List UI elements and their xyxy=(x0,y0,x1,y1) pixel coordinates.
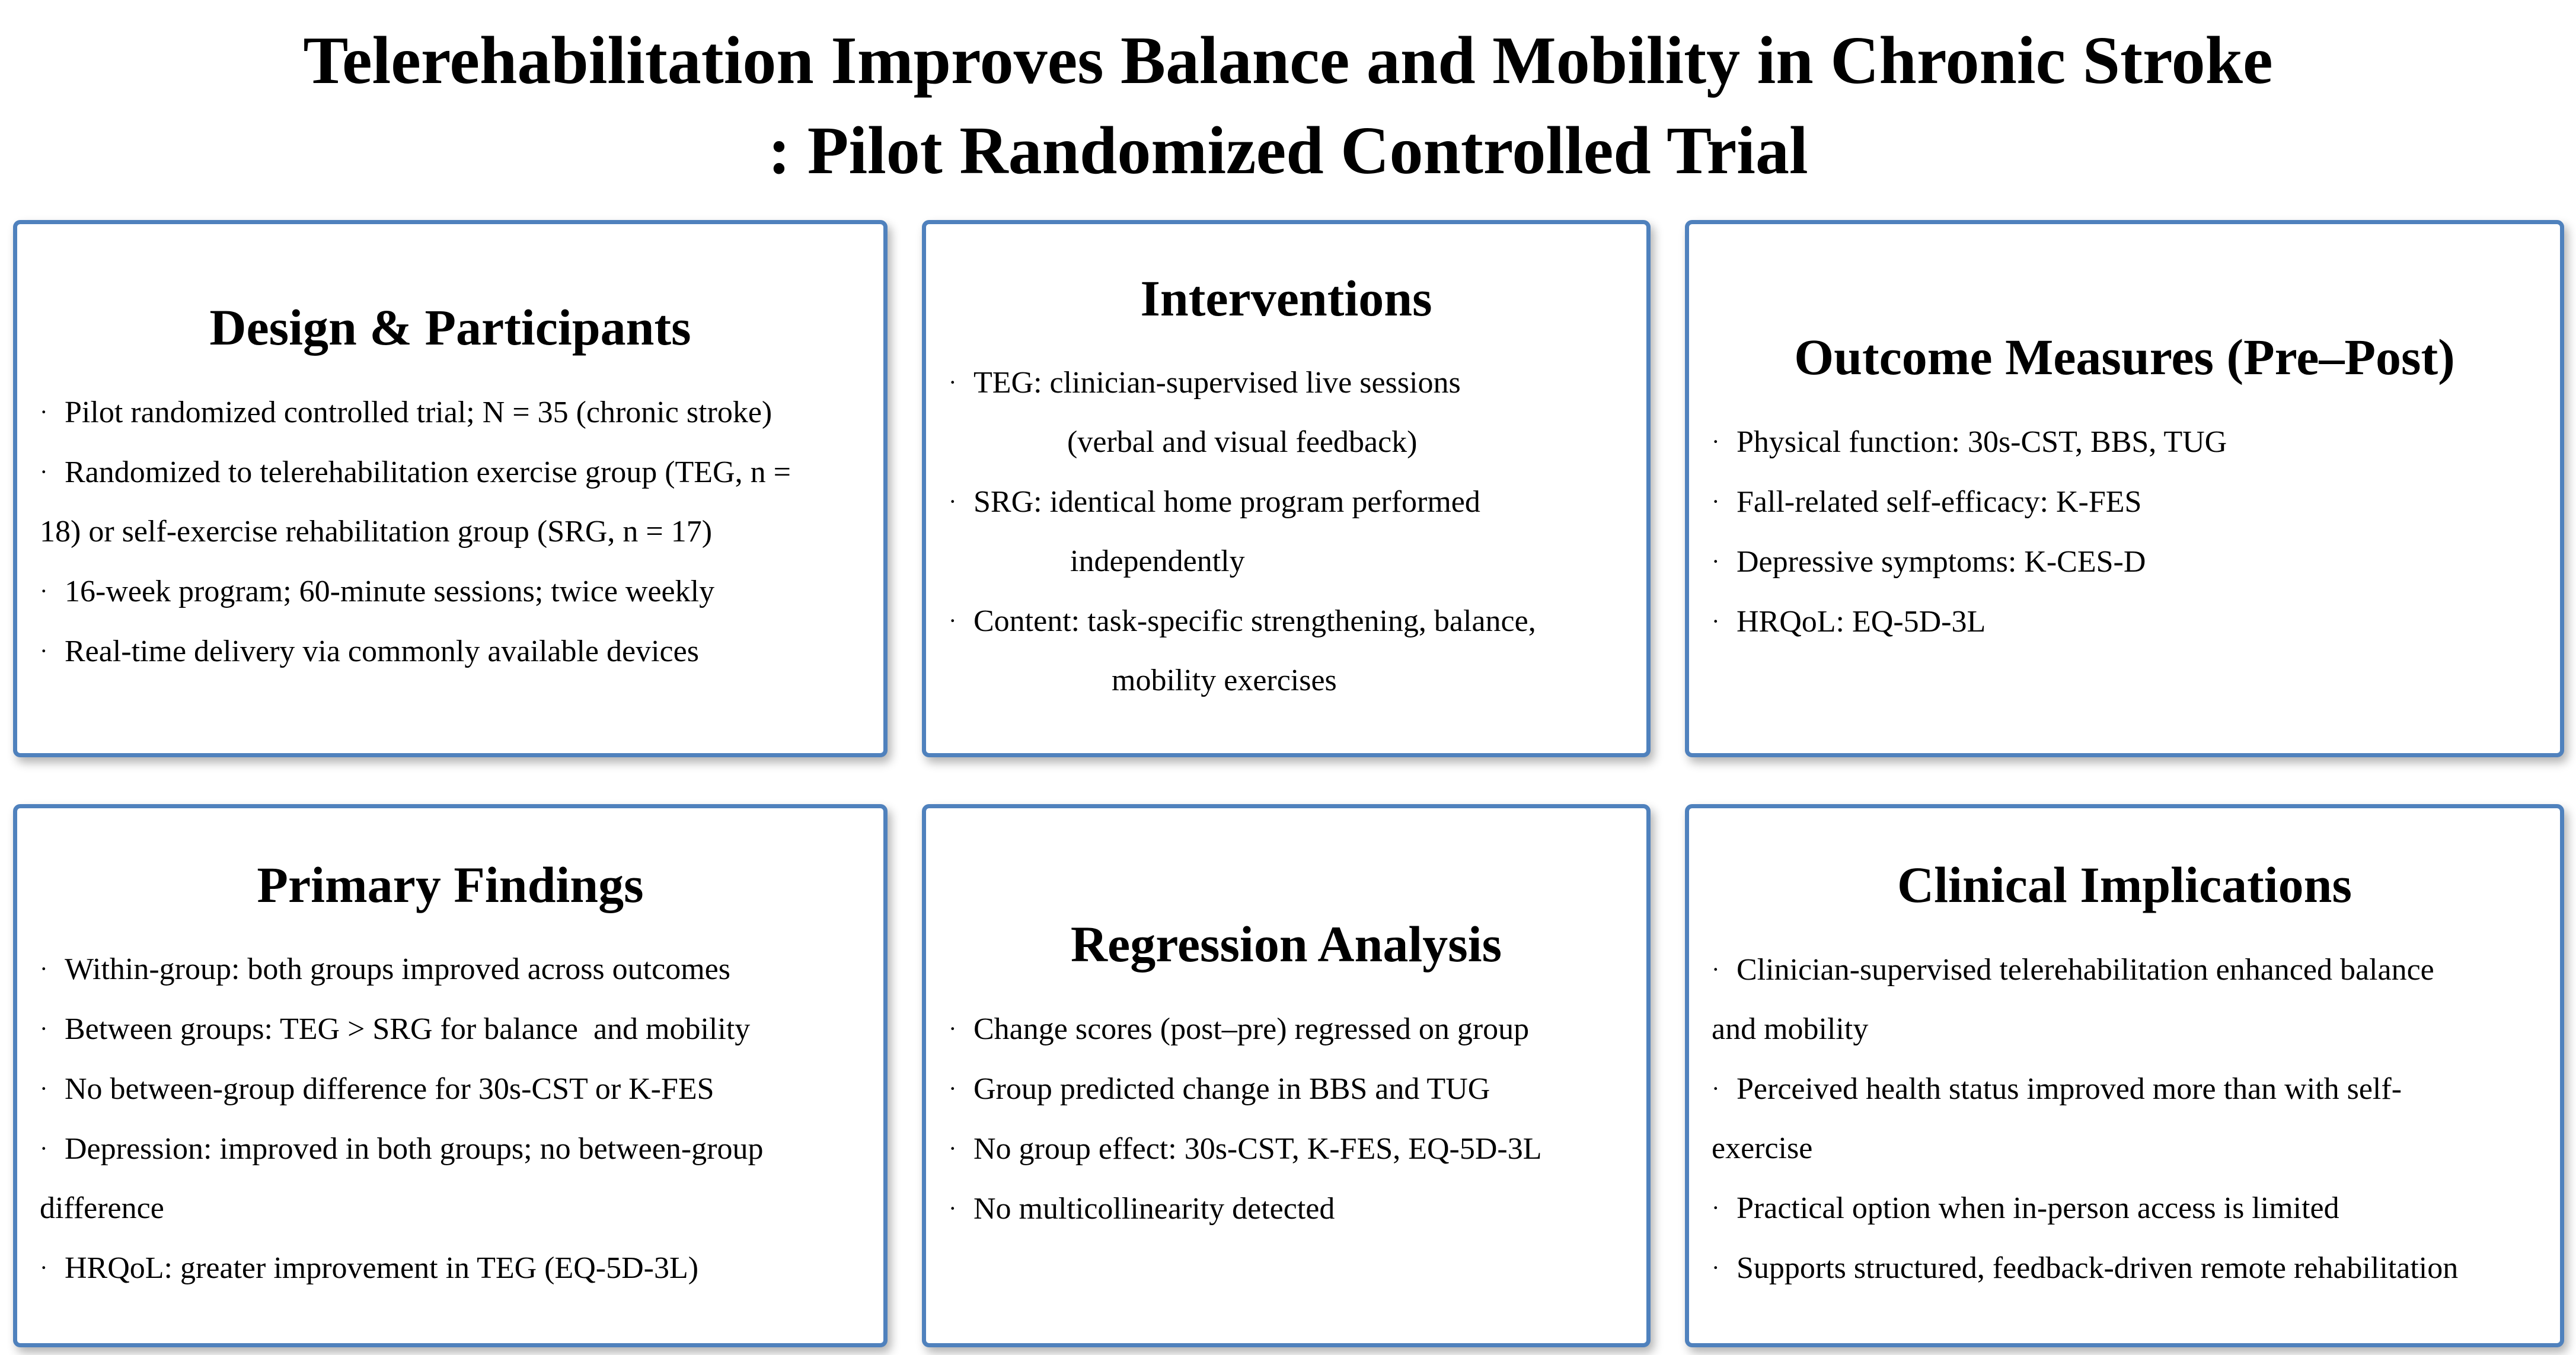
page-title-line-2: : Pilot Randomized Controlled Trial xyxy=(768,113,1808,188)
bullet-line xyxy=(40,999,861,1059)
bullet-dot-icon: · xyxy=(40,458,48,485)
bullet-line xyxy=(40,939,861,999)
bullet-text: exercise xyxy=(1712,1131,1813,1165)
bullet-text: Randomized to telerehabilitation exercise group (TEG, n = xyxy=(65,455,791,489)
panel-interventions xyxy=(922,220,1651,757)
bullet-continuation-line xyxy=(949,413,1624,472)
bullet-dot-icon: · xyxy=(949,1015,957,1042)
bullet-text: No group effect: 30s-CST, K-FES, EQ-5D-3L xyxy=(973,1131,1542,1166)
bullet-text: Clinician-supervised telerehabilitation enhanced balance xyxy=(1737,952,2434,987)
bullet-text: Between groups: TEG > SRG for balance and mobility xyxy=(65,1012,751,1047)
bullet-dot-icon: · xyxy=(40,398,48,425)
bullet-text: No multicollinearity detected xyxy=(973,1191,1335,1226)
bullet-text: difference xyxy=(40,1191,164,1226)
bullet-text: 16-week program; 60-minute sessions; twice weekly xyxy=(65,574,715,608)
page-title-line-1: Telerehabilitation Improves Balance and Mobility in Chronic Stroke xyxy=(303,23,2273,98)
bullet-line xyxy=(40,442,861,502)
bullet-line xyxy=(949,1179,1624,1239)
panel-clinical-implications xyxy=(1685,804,2564,1347)
panel-title-regression-analysis: Regression Analysis xyxy=(1070,916,1502,973)
bullet-dot-icon: · xyxy=(40,637,48,664)
bullet-dot-icon: · xyxy=(949,369,957,396)
bullet-line xyxy=(40,1059,861,1119)
bullet-dot-icon: · xyxy=(40,577,48,604)
bullet-dot-icon: · xyxy=(949,1075,957,1102)
bullet-dot-icon: · xyxy=(1712,607,1720,635)
bullet-line xyxy=(40,562,861,621)
bullet-continuation-line xyxy=(1712,1000,2537,1059)
bullet-text: No between-group difference for 30s-CST or K-FES xyxy=(65,1072,714,1107)
bullet-line xyxy=(40,1238,861,1298)
bullet-text: Physical function: 30s-CST, BBS, TUG xyxy=(1737,425,2227,459)
panel-grid xyxy=(13,220,2564,1347)
bullet-line xyxy=(1712,472,2537,532)
bullet-continuation-line xyxy=(40,502,861,562)
bullet-line xyxy=(1712,940,2537,1000)
panel-title-clinical-implications: Clinical Implications xyxy=(1897,856,2352,914)
bullet-text: Fall-related self-efficacy: K-FES xyxy=(1737,484,2142,519)
panel-title-primary-findings: Primary Findings xyxy=(257,856,644,913)
bullet-dot-icon: · xyxy=(1712,1254,1720,1281)
bullet-text: independently xyxy=(1070,544,1245,579)
panel-title-design-participants: Design & Participants xyxy=(209,299,691,356)
bullet-text: 18) or self-exercise rehabilitation group (SRG, n = 17) xyxy=(40,514,713,549)
bullet-text: Depressive symptoms: K-CES-D xyxy=(1737,544,2146,579)
bullet-text: mobility exercises xyxy=(1112,664,1337,698)
bullet-dot-icon: · xyxy=(949,1134,957,1162)
bullet-text: Real-time delivery via commonly available devices xyxy=(65,634,699,668)
bullet-dot-icon: · xyxy=(1712,1194,1720,1221)
bullet-dot-icon: · xyxy=(40,1254,48,1281)
bullet-line xyxy=(1712,412,2537,472)
bullet-text: Pilot randomized controlled trial; N = 35 (chronic stroke) xyxy=(65,395,773,429)
bullet-line xyxy=(949,999,1624,1059)
bullet-continuation-line xyxy=(1712,1119,2537,1178)
bullet-line xyxy=(949,591,1624,651)
bullet-line xyxy=(949,1059,1624,1119)
bullet-line xyxy=(1712,1238,2537,1298)
bullet-text: and mobility xyxy=(1712,1012,1869,1046)
bullet-line xyxy=(949,353,1624,413)
bullet-text: TEG: clinician-supervised live sessions xyxy=(973,366,1461,400)
bullet-dot-icon: · xyxy=(1712,1075,1720,1102)
bullet-line xyxy=(949,1119,1624,1179)
bullet-line xyxy=(40,1119,861,1179)
bullet-line xyxy=(1712,1059,2537,1119)
bullet-dot-icon: · xyxy=(949,1194,957,1222)
bullet-text: (verbal and visual feedback) xyxy=(1067,425,1418,460)
bullet-dot-icon: · xyxy=(949,488,957,515)
bullet-dot-icon: · xyxy=(40,1075,48,1102)
bullet-text: Practical option when in-person access is limited xyxy=(1737,1191,2339,1225)
bullet-continuation-line xyxy=(40,1179,861,1238)
panel-outcome-measures xyxy=(1685,220,2564,757)
panel-design-participants xyxy=(13,220,888,757)
bullet-dot-icon: · xyxy=(1712,487,1720,515)
bullet-line xyxy=(40,621,861,681)
bullet-text: Within-group: both groups improved across outcomes xyxy=(65,952,730,987)
panel-regression-analysis xyxy=(922,804,1651,1347)
bullet-text: Content: task-specific strengthening, balance, xyxy=(973,604,1536,639)
bullet-dot-icon: · xyxy=(40,1015,48,1042)
bullet-dot-icon: · xyxy=(1712,955,1720,983)
bullet-continuation-line xyxy=(949,651,1624,710)
bullet-dot-icon: · xyxy=(949,607,957,635)
bullet-text: SRG: identical home program performed xyxy=(973,485,1480,519)
bullet-text: Change scores (post–pre) regressed on group xyxy=(973,1012,1530,1046)
bullet-line xyxy=(1712,532,2537,592)
bullet-line xyxy=(949,472,1624,532)
bullet-text: Depression: improved in both groups; no between-group xyxy=(65,1132,764,1166)
bullet-dot-icon: · xyxy=(40,955,48,983)
panel-title-outcome-measures: Outcome Measures (Pre–Post) xyxy=(1794,329,2455,386)
bullet-text: HRQoL: EQ-5D-3L xyxy=(1737,604,1986,639)
bullet-dot-icon: · xyxy=(1712,428,1720,455)
page-title xyxy=(0,0,2576,220)
bullet-line xyxy=(1712,1178,2537,1238)
bullet-text: Perceived health status improved more than with self- xyxy=(1737,1072,2402,1106)
bullet-dot-icon: · xyxy=(40,1135,48,1162)
bullet-line xyxy=(40,382,861,442)
panel-title-interventions: Interventions xyxy=(1140,269,1432,327)
bullet-continuation-line xyxy=(949,532,1624,591)
bullet-text: Supports structured, feedback-driven remote rehabilitation xyxy=(1737,1251,2459,1285)
bullet-text: Group predicted change in BBS and TUG xyxy=(973,1072,1490,1106)
bullet-line xyxy=(1712,592,2537,652)
bullet-text: HRQoL: greater improvement in TEG (EQ-5D-3L) xyxy=(65,1251,699,1286)
bullet-dot-icon: · xyxy=(1712,547,1720,575)
panel-primary-findings xyxy=(13,804,888,1347)
